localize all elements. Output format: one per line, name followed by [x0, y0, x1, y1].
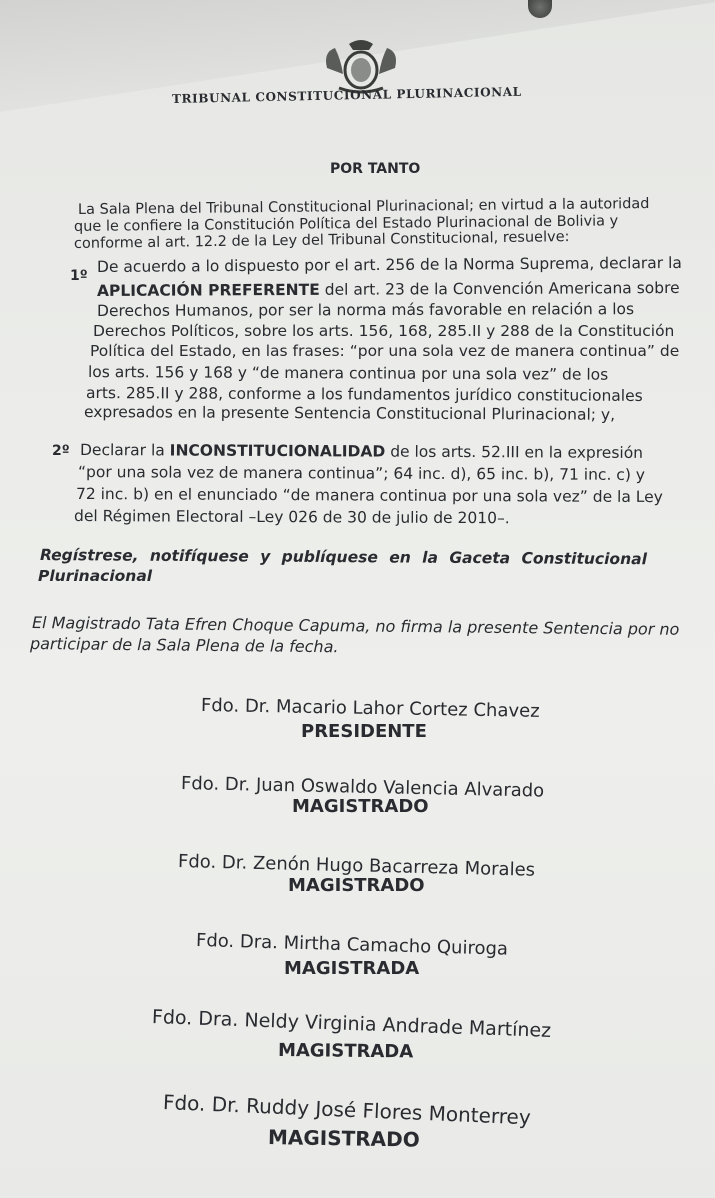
- item2-number: 2º: [52, 443, 70, 459]
- item1-line-1: De acuerdo a lo dispuesto por el art. 256 de la Norma Suprema, declarar la: [96, 253, 682, 276]
- item2-line-2: “por una sola vez de manera continua”; 64 inc. d), 65 inc. b), 71 inc. c) y: [77, 463, 646, 484]
- signature-title-5: MAGISTRADA: [277, 1040, 414, 1063]
- item2-line-1-rest: de los arts. 52.III en la expresión: [385, 442, 644, 462]
- intro-line-2: que le confiere la Constitución Política del Estado Plurinacional de Bolivia y: [73, 213, 619, 235]
- note-line-1: El Magistrado Tata Efren Choque Capuma, no firma la presente Sentencia por no: [31, 613, 680, 639]
- item2-line-1: [80, 441, 643, 462]
- signature-title-6: MAGISTRADO: [267, 1125, 420, 1152]
- item1-line-8: expresados en la presente Sentencia Constitucional Plurinacional; y,: [83, 403, 616, 424]
- register-line-1: Regístrese, notifíquese y publíquese en la Gaceta Constitucional: [39, 546, 647, 569]
- item1-line-2-rest: del art. 23 de la Convención Americana sobre: [319, 278, 680, 299]
- institution-header: TRIBUNAL CONSTITUCIONAL PLURINACIONAL: [171, 84, 522, 106]
- item1-number: 1º: [70, 268, 88, 284]
- signature-name-2: Fdo. Dr. Juan Oswaldo Valencia Alvarado: [180, 773, 545, 802]
- intro-line-1: La Sala Plena del Tribunal Constitucional Plurinacional; en virtud a la autoridad: [77, 196, 650, 218]
- signature-name-6: Fdo. Dr. Ruddy José Flores Monterrey: [162, 1090, 532, 1130]
- signature-name-3: Fdo. Dr. Zenón Hugo Bacarreza Morales: [177, 851, 536, 881]
- section-heading: POR TANTO: [330, 161, 421, 177]
- note-line-2: participar de la Sala Plena de la fecha.: [29, 634, 339, 657]
- item1-line-2: [97, 279, 680, 300]
- signature-title-2: MAGISTRADO: [292, 796, 429, 817]
- item1-line-3: Derechos Humanos, por ser la norma más favorable en relación a los: [96, 300, 635, 320]
- item1-line-4: Derechos Políticos, sobre los arts. 156, 168, 285.II y 288 de la Constitución: [93, 322, 675, 340]
- item2-line-3: 72 inc. b) en el enunciado “de manera continua por una sola vez” de la Ley: [75, 485, 663, 507]
- item1-line-7: arts. 285.II y 288, conforme a los fundamentos jurídico constitucionales: [85, 384, 643, 405]
- inconstitucionalidad-text: INCONSTITUCIONALIDAD: [169, 441, 386, 461]
- register-line-2: Plurinacional: [38, 567, 153, 585]
- item2-line-1-pre: Declarar la: [79, 441, 170, 460]
- signature-name-1: Fdo. Dr. Macario Lahor Cortez Chavez: [200, 695, 540, 722]
- item2-line-4: del Régimen Electoral –Ley 026 de 30 de julio de 2010–.: [73, 507, 510, 528]
- signature-title-3: MAGISTRADO: [288, 875, 425, 896]
- signature-name-5: Fdo. Dra. Neldy Virginia Andrade Martínez: [151, 1006, 552, 1042]
- signature-name-4: Fdo. Dra. Mirtha Camacho Quiroga: [195, 930, 509, 960]
- signature-title-4: MAGISTRADA: [284, 958, 420, 979]
- signature-title-1: PRESIDENTE: [301, 721, 427, 742]
- intro-line-3: conforme al art. 12.2 de la Ley del Tribunal Constitucional, resuelve:: [73, 229, 570, 252]
- aplicacion-preferente-text: APLICACIÓN PREFERENTE: [96, 280, 320, 300]
- item1-line-5: Política del Estado, en las frases: “por una sola vez de manera continua” de: [90, 342, 680, 360]
- item1-line-6: los arts. 156 y 168 y “de manera continua por una sola vez” de los: [87, 363, 609, 384]
